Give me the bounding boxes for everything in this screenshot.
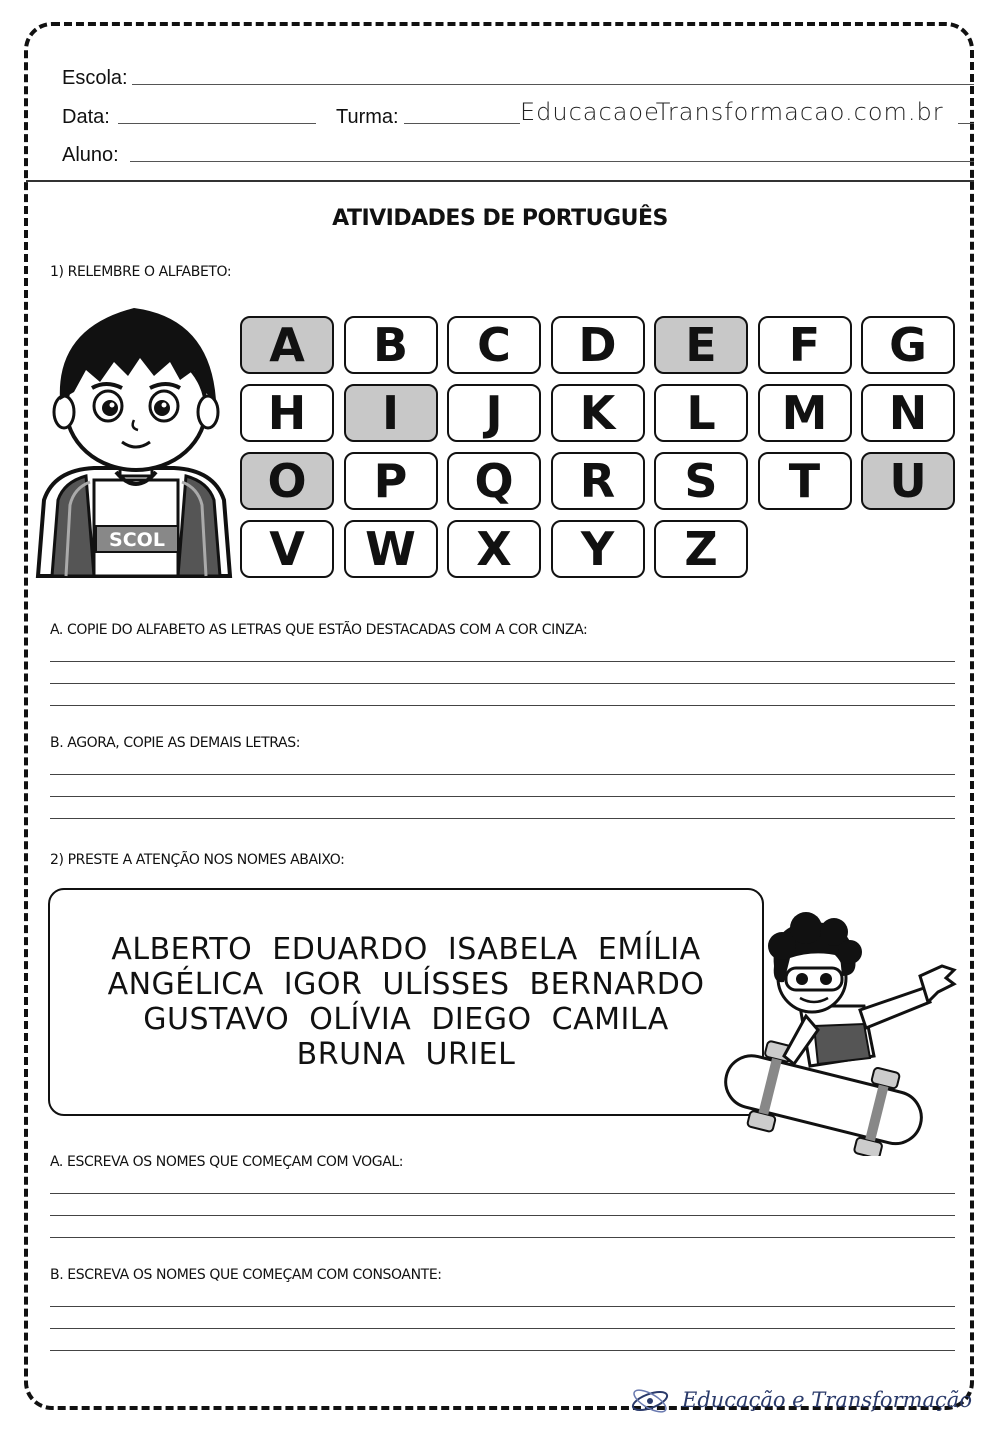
writing-line[interactable] bbox=[50, 796, 955, 797]
letter-tile-z: Z bbox=[654, 520, 748, 578]
writing-line[interactable] bbox=[50, 1237, 955, 1238]
letter-tile-j: J bbox=[447, 384, 541, 442]
class-field-end bbox=[958, 123, 974, 124]
school-field[interactable] bbox=[132, 84, 974, 85]
letter-tile-m: M bbox=[758, 384, 852, 442]
letter-tile-c: C bbox=[447, 316, 541, 374]
letter-tile-r: R bbox=[551, 452, 645, 510]
q1-prompt: 1) RELEMBRE O ALFABETO: bbox=[50, 264, 232, 280]
shirt-text: SCOL bbox=[109, 529, 165, 551]
class-field[interactable] bbox=[404, 123, 520, 124]
letter-tile-o: O bbox=[240, 452, 334, 510]
q1b-prompt: B. AGORA, COPIE AS DEMAIS LETRAS: bbox=[50, 735, 301, 751]
letter-tile-k: K bbox=[551, 384, 645, 442]
letter-tile-b: B bbox=[344, 316, 438, 374]
alphabet-grid bbox=[240, 316, 956, 580]
letter-tile-y: Y bbox=[551, 520, 645, 578]
names-line: ANGÉLICA IGOR ULÍSSES BERNARDO bbox=[107, 967, 705, 1002]
class-label: Turma: bbox=[336, 106, 399, 128]
date-field[interactable] bbox=[118, 123, 316, 124]
skateboarder-icon bbox=[714, 906, 964, 1156]
letter-tile-l: L bbox=[654, 384, 748, 442]
letter-tile-s: S bbox=[654, 452, 748, 510]
letter-tile-f: F bbox=[758, 316, 852, 374]
footer-brand: Educação e Transformação bbox=[682, 1388, 972, 1412]
school-label: Escola: bbox=[62, 67, 128, 89]
student-label: Aluno: bbox=[62, 144, 119, 166]
names-line: GUSTAVO OLÍVIA DIEGO CAMILA bbox=[143, 1002, 669, 1037]
writing-line[interactable] bbox=[50, 1215, 955, 1216]
q2a-prompt: A. ESCREVA OS NOMES QUE COMEÇAM COM VOGAL: bbox=[50, 1154, 404, 1170]
letter-tile-v: V bbox=[240, 520, 334, 578]
writing-line[interactable] bbox=[50, 1193, 955, 1194]
header-separator bbox=[26, 180, 974, 182]
writing-line[interactable] bbox=[50, 818, 955, 819]
brand-logo-icon bbox=[628, 1384, 672, 1418]
writing-line[interactable] bbox=[50, 1328, 955, 1329]
letter-tile-a: A bbox=[240, 316, 334, 374]
letter-tile-d: D bbox=[551, 316, 645, 374]
student-field[interactable] bbox=[130, 161, 974, 162]
site-url: EducacaoeTransformacao.com.br bbox=[520, 98, 944, 126]
q2b-prompt: B. ESCREVA OS NOMES QUE COMEÇAM COM CONSOANTE: bbox=[50, 1267, 442, 1283]
letter-tile-i: I bbox=[344, 384, 438, 442]
names-line: ALBERTO EDUARDO ISABELA EMÍLIA bbox=[111, 932, 701, 967]
letter-tile-x: X bbox=[447, 520, 541, 578]
page-title: ATIVIDADES DE PORTUGUÊS bbox=[332, 206, 668, 231]
boy-with-backpack-icon bbox=[34, 300, 238, 580]
writing-line[interactable] bbox=[50, 1306, 955, 1307]
writing-line[interactable] bbox=[50, 705, 955, 706]
writing-line[interactable] bbox=[50, 1350, 955, 1351]
q1a-prompt: A. COPIE DO ALFABETO AS LETRAS QUE ESTÃO DESTACADAS COM A COR CINZA: bbox=[50, 622, 588, 638]
letter-tile-h: H bbox=[240, 384, 334, 442]
letter-tile-t: T bbox=[758, 452, 852, 510]
letter-tile-p: P bbox=[344, 452, 438, 510]
letter-tile-n: N bbox=[861, 384, 955, 442]
writing-line[interactable] bbox=[50, 683, 955, 684]
letter-tile-e: E bbox=[654, 316, 748, 374]
letter-tile-q: Q bbox=[447, 452, 541, 510]
letter-tile-u: U bbox=[861, 452, 955, 510]
letter-tile-w: W bbox=[344, 520, 438, 578]
q2-prompt: 2) PRESTE A ATENÇÃO NOS NOMES ABAIXO: bbox=[50, 852, 345, 868]
letter-tile-g: G bbox=[861, 316, 955, 374]
writing-line[interactable] bbox=[50, 661, 955, 662]
names-line: BRUNA URIEL bbox=[296, 1037, 516, 1072]
date-label: Data: bbox=[62, 106, 110, 128]
writing-line[interactable] bbox=[50, 774, 955, 775]
